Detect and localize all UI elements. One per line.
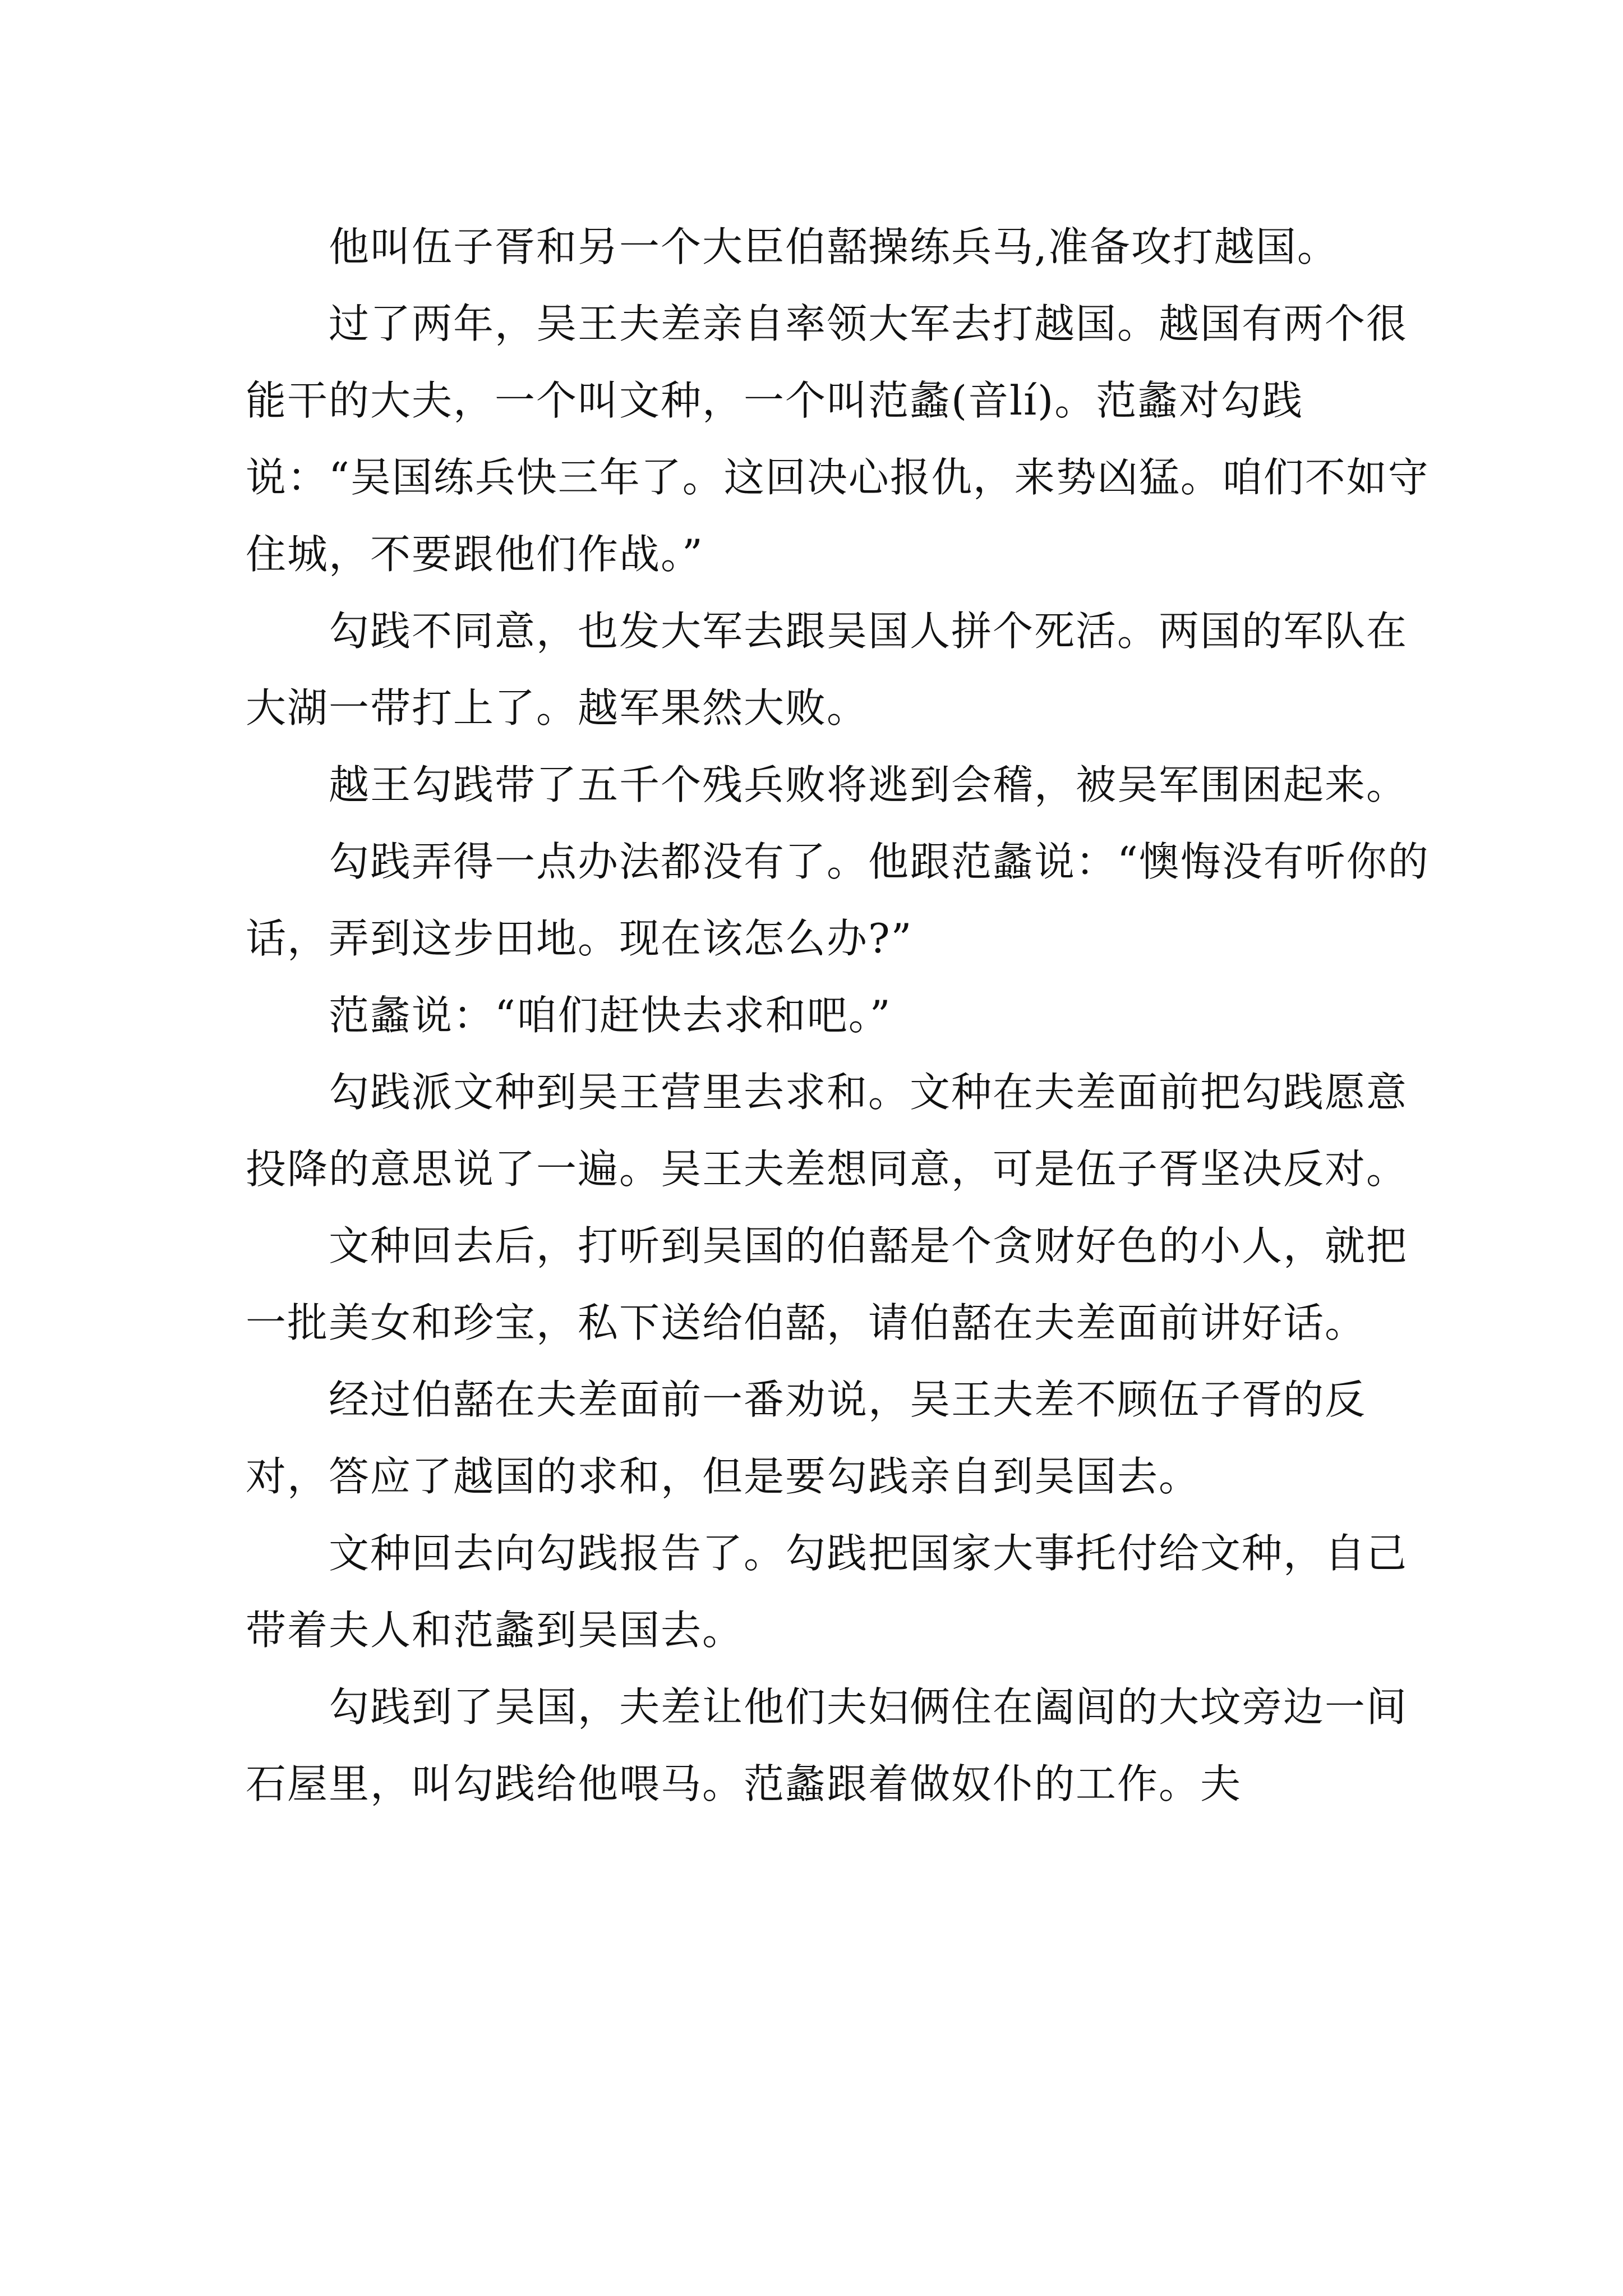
body-text [246,209,1435,1823]
paragraph-6: 范蠡说：“咱们赶快去求和吧。” [329,992,892,1039]
paragraph-1: 他叫伍子胥和另一个大臣伯嚭操练兵马,准备攻打越国。 [329,223,1339,270]
paragraph-4: 越王勾践带了五千个残兵败将逃到会稽，被吴军围困起来。 [329,761,1408,808]
paragraph-5: 勾践弄得一点办法都没有了。他跟范蠡说：“懊悔没有听你的话，弄到这步田地。现在该怎么办?” [246,838,1430,962]
paragraph-2: 过了两年，吴王夫差亲自率领大军去打越国。越国有两个很能干的大夫，一个叫文种，一个叫范蠡(音lí)。范蠡对勾践说：“吴国练兵快三年了。这回决心报仇，来势凶猛。咱们不如守住城，不要跟他们作战。” [246,300,1430,578]
paragraph-8: 文种回去后，打听到吴国的伯嚭是个贪财好色的小人，就把一批美女和珍宝，私下送给伯嚭，请伯嚭在夫差面前讲好话。 [246,1222,1408,1346]
paragraph-10: 文种回去向勾践报告了。勾践把国家大事托付给文种，自己带着夫人和范蠡到吴国去。 [246,1530,1408,1654]
paragraph-3: 勾践不同意，也发大军去跟吴国人拼个死活。两国的军队在大湖一带打上了。越军果然大败。 [246,608,1408,731]
paragraph-7: 勾践派文种到吴王营里去求和。文种在夫差面前把勾践愿意投降的意思说了一遍。吴王夫差想同意，可是伍子胥坚决反对。 [246,1069,1408,1193]
paragraph-9: 经过伯嚭在夫差面前一番劝说，吴王夫差不顾伍子胥的反对，答应了越国的求和，但是要勾践亲自到吴国去。 [246,1376,1367,1500]
paragraph-11: 勾践到了吴国，夫差让他们夫妇俩住在阖闾的大坟旁边一间石屋里，叫勾践给他喂马。范蠡跟着做奴仆的工作。夫 [246,1683,1408,1807]
